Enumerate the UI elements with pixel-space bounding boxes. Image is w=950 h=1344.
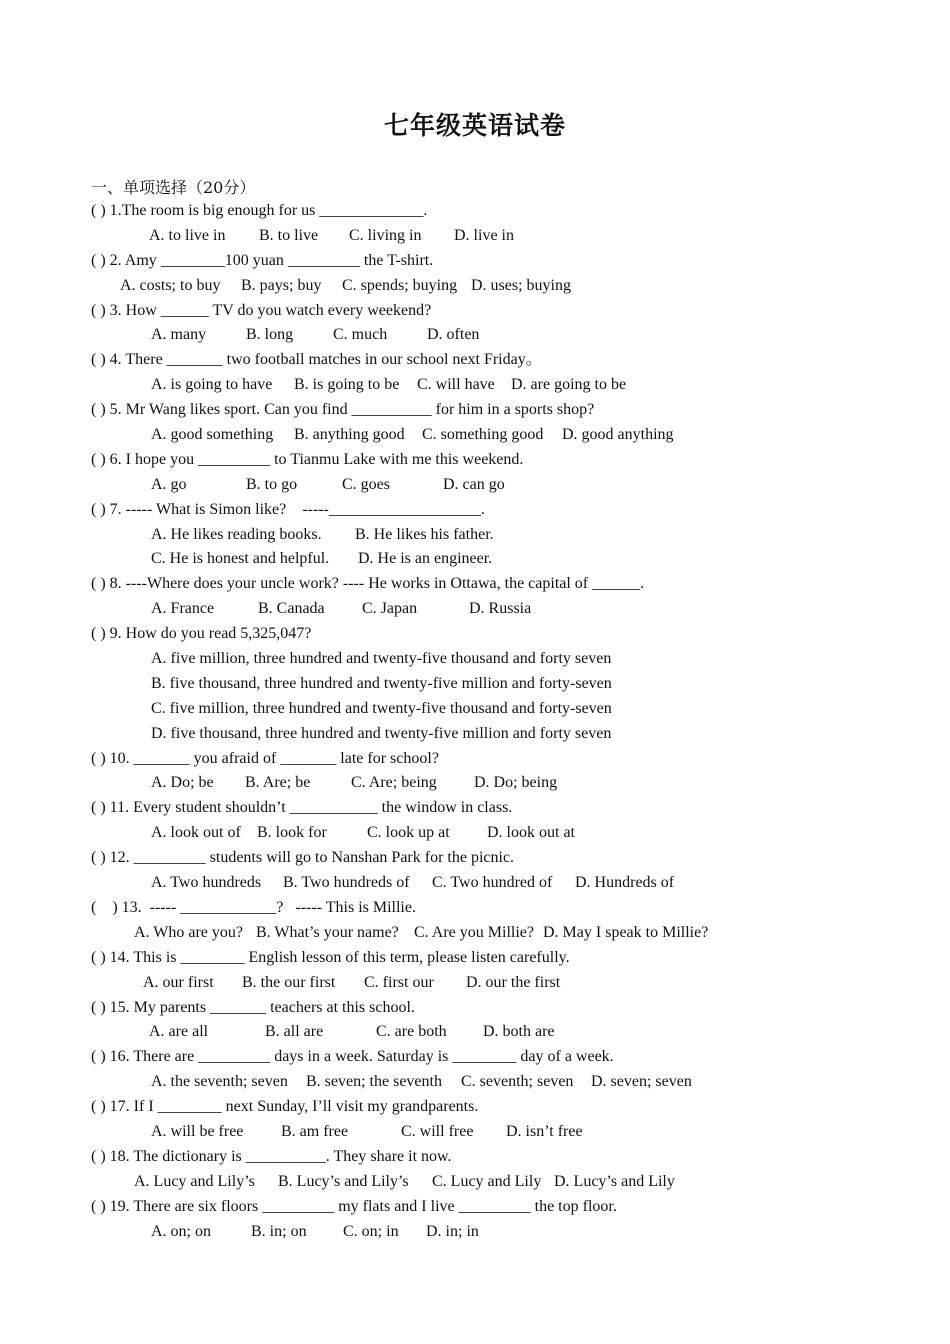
answer-option: C. will free (401, 1122, 474, 1140)
answer-option: A. many (151, 326, 207, 344)
answer-option: A. go (151, 475, 187, 493)
answer-option: C. will have (417, 376, 495, 394)
answer-option: C. are both (376, 1023, 447, 1041)
answer-option: D. live in (454, 226, 514, 244)
option-row (91, 921, 891, 946)
answer-option: C. much (333, 326, 388, 344)
option-row (91, 1220, 891, 1245)
answer-option: D. uses; buying (471, 276, 571, 294)
option-row (91, 971, 891, 996)
question-stem: ( ) 12. _________ students will go to Nanshan Park for the picnic. (91, 849, 515, 867)
answer-option: D. isn’t free (506, 1122, 583, 1140)
answer-option: A. the seventh; seven (151, 1073, 288, 1091)
question-stem: ( ) 5. Mr Wang likes sport. Can you find __________ for him in a sports shop? (91, 401, 595, 419)
answer-option: C. living in (349, 226, 422, 244)
answer-option: D. He is an engineer. (358, 550, 493, 568)
option-row (91, 771, 891, 796)
answer-option: A. good something (151, 426, 274, 444)
answer-option: B. seven; the seventh (306, 1073, 442, 1091)
answer-option: A. our first (143, 973, 214, 991)
answer-option: C. goes (342, 475, 390, 493)
question-stem: ( ) 17. If I ________ next Sunday, I’ll visit my grandparents. (91, 1098, 479, 1116)
answer-option: A. He likes reading books. (151, 525, 322, 543)
option-row (91, 523, 891, 548)
question-stem: ( ) 19. There are six floors _________ my flats and I live _________ the top floor. (91, 1197, 617, 1215)
question-stem: ( ) 16. There are _________ days in a week. Saturday is ________ day of a week. (91, 1048, 614, 1066)
option-row (91, 597, 891, 622)
answer-option: A. five million, three hundred and twenty-five thousand and forty seven (151, 650, 612, 668)
question-stem: ( ) 11. Every student shouldn’t ___________ the window in class. (91, 799, 513, 817)
answer-option: C. on; in (343, 1222, 399, 1240)
answer-option: A. will be free (151, 1122, 244, 1140)
option-row (91, 1020, 891, 1045)
answer-option: D. good anything (562, 426, 674, 444)
answer-option: D. Hundreds of (575, 874, 675, 892)
question-stem: ( ) 7. ----- What is Simon like? -----___________________. (91, 500, 485, 518)
answer-option: B. What’s your name? (256, 923, 399, 941)
option-row (91, 274, 891, 299)
answer-option: A. France (151, 600, 215, 618)
option-row (91, 821, 891, 846)
answer-option: D. both are (483, 1023, 555, 1041)
answer-option: D. seven; seven (591, 1073, 692, 1091)
question-stem: ( ) 15. My parents _______ teachers at this school. (91, 998, 415, 1016)
page-title: 七年级英语试卷 (383, 111, 566, 140)
answer-option: B. am free (281, 1122, 349, 1140)
option-row (91, 647, 891, 672)
answer-option: B. Lucy’s and Lily’s (278, 1172, 409, 1190)
answer-option: C. Japan (362, 600, 418, 618)
option-row (91, 323, 891, 348)
answer-option: C. Lucy and Lily (432, 1172, 542, 1190)
answer-option: A. are all (149, 1023, 209, 1041)
answer-option: D. Do; being (474, 774, 558, 792)
answer-option: B. to go (246, 475, 298, 493)
answer-option: C. first our (364, 973, 434, 991)
answer-option: B. the our first (242, 973, 336, 991)
answer-option: A. to live in (149, 226, 226, 244)
answer-option: D. Russia (469, 600, 532, 618)
option-row (91, 423, 891, 448)
question-stem: ( ) 6. I hope you _________ to Tianmu Lake with me this weekend. (91, 450, 524, 468)
answer-option: D. look out at (487, 824, 575, 842)
answer-option: B. is going to be (294, 376, 400, 394)
answer-option: B. all are (265, 1023, 324, 1041)
option-row (91, 672, 891, 697)
question-stem: ( ) 2. Amy ________100 yuan _________ the T-shirt. (91, 251, 434, 269)
answer-option: D. are going to be (511, 376, 627, 394)
section-heading: 一、单项选择（20分） (91, 178, 256, 197)
option-row (91, 224, 891, 249)
answer-option: C. five million, three hundred and twenty-five thousand and forty-seven (151, 699, 612, 717)
answer-option: A. is going to have (151, 376, 273, 394)
answer-option: A. on; on (151, 1222, 211, 1240)
question-stem: ( ) 3. How ______ TV do you watch every weekend? (91, 301, 432, 319)
question-list (91, 199, 891, 1244)
answer-option: D. our the first (466, 973, 561, 991)
answer-option: C. Are; being (351, 774, 437, 792)
option-row (91, 722, 891, 747)
answer-option: C. Are you Millie? (414, 923, 534, 941)
answer-option: B. Are; be (245, 774, 311, 792)
answer-option: B. look for (257, 824, 327, 842)
answer-option: B. five thousand, three hundred and twenty-five million and forty-seven (151, 674, 612, 692)
answer-option: C. something good (422, 426, 544, 444)
answer-option: D. often (427, 326, 480, 344)
answer-option: C. spends; buying (342, 276, 458, 294)
question-stem: ( ) 4. There _______ two football matches in our school next Friday。 (91, 351, 542, 369)
answer-option: B. He likes his father. (355, 525, 494, 543)
answer-option: A. Do; be (151, 774, 214, 792)
answer-option: B. in; on (251, 1222, 307, 1240)
answer-option: D. five thousand, three hundred and twenty-five million and forty seven (151, 724, 612, 742)
question-stem: ( ) 1.The room is big enough for us _____________. (91, 202, 428, 219)
answer-option: C. look up at (367, 824, 450, 842)
answer-option: C. He is honest and helpful. (151, 550, 330, 568)
answer-option: C. seventh; seven (461, 1073, 574, 1091)
option-row (91, 547, 891, 572)
answer-option: B. anything good (294, 426, 405, 444)
option-row (91, 1120, 891, 1145)
question-stem: ( ) 14. This is ________ English lesson of this term, please listen carefully. (91, 948, 570, 966)
answer-option: D. May I speak to Millie? (543, 923, 709, 941)
option-row (91, 1170, 891, 1195)
answer-option: D. can go (443, 475, 505, 493)
question-stem: ( ) 18. The dictionary is __________. They share it now. (91, 1147, 452, 1165)
answer-option: D. Lucy’s and Lily (554, 1172, 675, 1190)
option-row (91, 373, 891, 398)
answer-option: A. Two hundreds (151, 874, 262, 892)
answer-option: D. in; in (426, 1222, 479, 1240)
question-stem: ( ) 10. _______ you afraid of _______ late for school? (91, 749, 439, 767)
answer-option: B. to live (259, 226, 319, 244)
answer-option: A. Lucy and Lily’s (134, 1172, 255, 1190)
option-row (91, 1070, 891, 1095)
option-row (91, 871, 891, 896)
answer-option: B. Two hundreds of (283, 874, 410, 892)
answer-option: B. pays; buy (241, 276, 322, 294)
answer-option: A. look out of (151, 824, 241, 842)
answer-option: A. Who are you? (134, 923, 243, 941)
answer-option: C. Two hundred of (432, 874, 553, 892)
answer-option: B. long (246, 326, 294, 344)
question-stem: ( ) 13. ----- ____________? ----- This is Millie. (91, 898, 416, 916)
answer-option: B. Canada (258, 600, 325, 618)
question-stem: ( ) 9. How do you read 5,325,047? (91, 625, 312, 643)
answer-option: A. costs; to buy (120, 276, 221, 294)
question-stem: ( ) 8. ----Where does your uncle work? ---- He works in Ottawa, the capital of ______. (91, 575, 645, 593)
option-row (91, 697, 891, 722)
option-row (91, 473, 891, 498)
